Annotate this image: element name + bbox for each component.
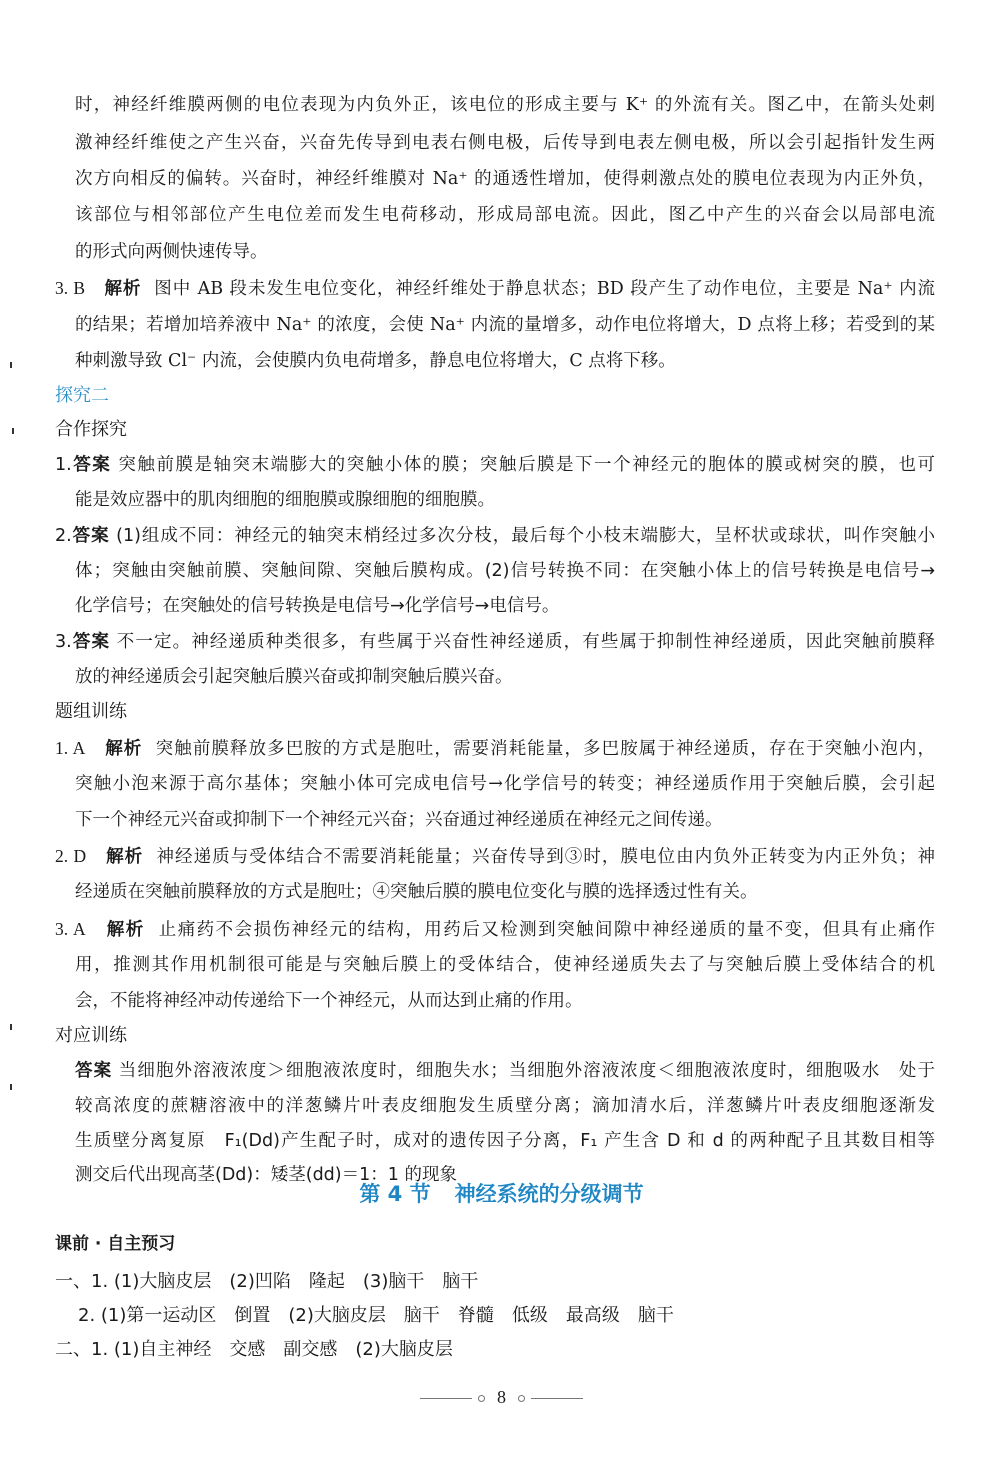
- answer-text: 图中 AB 段未发生电位变化，神经纤维处于静息状态；BD 段产生了动作电位，主要是 Na⁺ 内流: [154, 279, 935, 299]
- answer-number: 3. A: [55, 919, 86, 939]
- paragraph-line: 体；突触由突触前膜、突触间隙、突触后膜构成。(2)信号转换不同：在突触小体上的信号转换是电信号→: [75, 561, 935, 581]
- paragraph-line: 的结果；若增加培养液中 Na⁺ 的浓度，会使 Na⁺ 内流的量增多，动作电位将增大，D 点将上移；若受到的某: [75, 315, 935, 335]
- answer-item: [55, 276, 935, 301]
- page-footer: [0, 1385, 1003, 1410]
- paragraph-line: 下一个神经元兴奋或抑制下一个神经元兴奋；兴奋通过神经递质在神经元之间传递。: [75, 810, 723, 830]
- paragraph-line: 生质壁分离复原 F₁(Dd)产生配子时，成对的遗传因子分离，F₁ 产生含 D 和 d 的两种配子且其数目相等: [75, 1131, 935, 1151]
- answer-text: 神经递质与受体结合不需要消耗能量；兴奋传导到③时，膜电位由内负外正转变为内正外负；神: [156, 847, 935, 867]
- preview-line: 2. (1)第一运动区 倒置 (2)大脑皮层 脑干 脊髓 低级 最高级 脑干: [78, 1305, 674, 1326]
- answer-number: 2.: [55, 526, 72, 546]
- analysis-label: 解析: [106, 920, 145, 940]
- subheading-tizu: 题组训练: [55, 701, 127, 722]
- scan-mark: [10, 1084, 12, 1090]
- footer-dot-icon: [478, 1395, 485, 1402]
- paragraph-line: 激神经纤维使之产生兴奋，兴奋先传导到电表右侧电极，后传导到电表左侧电极，所以会引起指针发生两: [75, 133, 935, 153]
- footer-rule-right: [531, 1398, 583, 1399]
- answer-label: 答案: [75, 1061, 113, 1081]
- section-name: 神经系统的分级调节: [454, 1182, 644, 1206]
- answer-text: 突触前膜释放多巴胺的方式是胞吐，需要消耗能量，多巴胺属于神经递质，存在于突触小泡内，: [155, 739, 935, 759]
- footer-dot-icon: [518, 1395, 525, 1402]
- subheading-hezuo: 合作探究: [55, 419, 127, 440]
- paragraph-line: 该部位与相邻部位产生电位差而发生电荷移动，形成局部电流。因此，图乙中产生的兴奋会以局部电流: [75, 205, 935, 225]
- answer-item: [55, 453, 935, 477]
- paragraph-line: 能是效应器中的肌肉细胞的细胞膜或腺细胞的细胞膜。: [75, 490, 495, 510]
- paragraph-line: 的形式向两侧快速传导。: [75, 242, 268, 262]
- answer-number: 3. B: [55, 278, 86, 298]
- answer-text: (1)组成不同：神经元的轴突末梢经过多次分枝，最后每个小枝末端膨大，呈杯状或球状，叫作突触小: [116, 526, 935, 546]
- answer-label: 答案: [71, 632, 111, 652]
- paragraph-line: 会，不能将神经冲动传递给下一个神经元，从而达到止痛的作用。: [75, 991, 583, 1011]
- analysis-label: 解析: [105, 739, 143, 759]
- paragraph-line: 时，神经纤维膜两侧的电位表现为内负外正，该电位的形成主要与 K⁺ 的外流有关。图乙中，在箭头处刺: [75, 95, 935, 115]
- answer-item: [55, 630, 935, 654]
- section-heading-tanjiu2: 探究二: [55, 385, 109, 406]
- answer-item: [55, 917, 935, 942]
- answer-item: [55, 736, 935, 761]
- answer-text: 当细胞外溶液浓度＞细胞液浓度时，细胞失水；当细胞外溶液浓度＜细胞液浓度时，细胞吸水 处于: [118, 1061, 935, 1081]
- answer-item: [55, 524, 935, 548]
- scan-mark: [10, 1024, 12, 1030]
- preview-line: 二、1. (1)自主神经 交感 副交感 (2)大脑皮层: [55, 1339, 453, 1360]
- answer-number: 3.: [55, 632, 72, 652]
- answer-item: [75, 1059, 935, 1083]
- answer-number: 1.: [55, 455, 72, 475]
- section-title: [0, 1180, 1003, 1208]
- paragraph-line: 放的神经递质会引起突触后膜兴奋或抑制突触后膜兴奋。: [75, 667, 513, 687]
- analysis-label: 解析: [104, 279, 142, 299]
- paragraph-line: 较高浓度的蔗糖溶液中的洋葱鳞片叶表皮细胞发生质壁分离；滴加清水后，洋葱鳞片叶表皮细胞逐渐发: [75, 1096, 935, 1116]
- answer-item: [55, 844, 935, 869]
- footer-rule-left: [420, 1398, 472, 1399]
- paragraph-line: 种刺激导致 Cl⁻ 内流，会使膜内负电荷增多，静息电位将增大，C 点将下移。: [75, 351, 676, 371]
- section-number: 第 4 节: [359, 1182, 431, 1206]
- subheading-duiying: 对应训练: [55, 1025, 127, 1046]
- scan-mark: [10, 362, 12, 368]
- analysis-label: 解析: [106, 847, 144, 867]
- paragraph-line: 测交后代出现高茎(Dd)：矮茎(dd)＝1：1 的现象: [75, 1165, 457, 1185]
- answer-text: 不一定。神经递质种类很多，有些属于兴奋性神经递质，有些属于抑制性神经递质，因此突触前膜释: [116, 632, 935, 652]
- paragraph-line: 突触小泡来源于高尔基体；突触小体可完成电信号→化学信号的转变；神经递质作用于突触后膜，会引起: [75, 774, 935, 794]
- paragraph-line: 次方向相反的偏转。兴奋时，神经纤维膜对 Na⁺ 的通透性增加，使得刺激点处的膜电位表现为内正外负，: [75, 169, 935, 189]
- paragraph-line: 用，推测其作用机制很可能是与突触后膜上的受体结合，使神经递质失去了与突触后膜上受体结合的机: [75, 955, 935, 975]
- answer-label: 答案: [71, 455, 112, 475]
- answer-text: 止痛药不会损伤神经元的结构，用药后又检测到突触间隙中神经递质的量不变，但具有止痛作: [158, 920, 935, 940]
- preview-heading: 课前 · 自主预习: [55, 1234, 176, 1254]
- paragraph-line: 经递质在突触前膜释放的方式是胞吐；④突触后膜的膜电位变化与膜的选择透过性有关。: [75, 882, 758, 902]
- answer-number: 1. A: [55, 738, 86, 758]
- answer-label: 答案: [71, 526, 110, 546]
- page-number: 8: [497, 1387, 506, 1407]
- paragraph-line: 化学信号；在突触处的信号转换是电信号→化学信号→电信号。: [75, 596, 560, 616]
- scan-mark: [12, 428, 14, 434]
- answer-number: 2. D: [55, 846, 87, 866]
- preview-line: 一、1. (1)大脑皮层 (2)凹陷 隆起 (3)脑干 脑干: [55, 1271, 479, 1292]
- answer-text: 突触前膜是轴突末端膨大的突触小体的膜；突触后膜是下一个神经元的胞体的膜或树突的膜，也可: [118, 455, 936, 475]
